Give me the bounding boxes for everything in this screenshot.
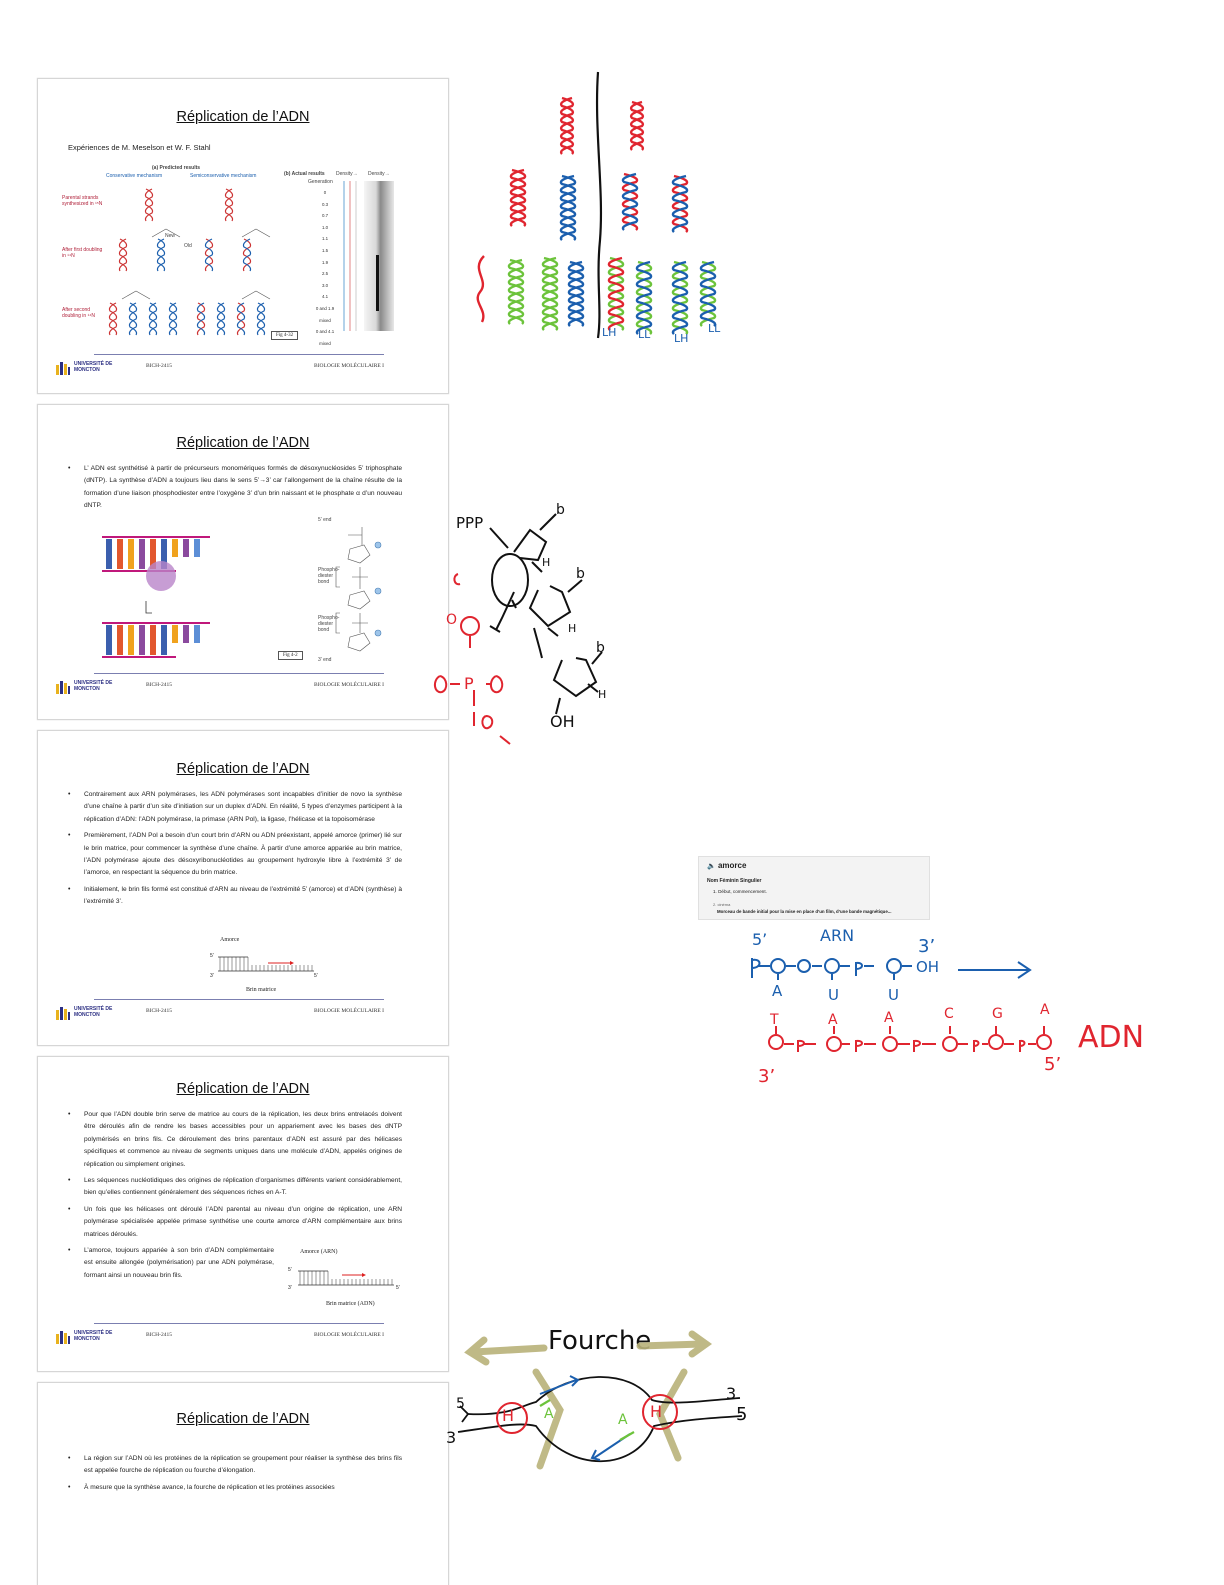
- bullet: • Pour que l’ADN double brin serve de matrice au cours de la réplication, les deux brins entrelacés doivent être déroulés afin de rendre les bases accessibles pour un appariement avec les bases des dNTP polymérisés en brins fils. Ce déroulement des brins parentaux d’ADN est assuré par des hélicases spécifiques et commence au niveau de segments uniques dans une molécule d’ADN, appelés origines de réplication ou simplement origines.: [68, 1109, 402, 1171]
- dictionary-word: 🔈 amorce: [707, 861, 747, 870]
- dictionary-def-2-tag: 2. cinéma: [713, 902, 731, 907]
- university-logo: [56, 1006, 116, 1020]
- slide-footer: [56, 1323, 430, 1343]
- university-name: UNIVERSITÉ DE MONCTON: [74, 361, 113, 373]
- generation-value: 0: [323, 190, 327, 195]
- rna-3-end: 3’: [918, 936, 936, 957]
- generation-value: 1.1: [321, 236, 329, 242]
- slide-2: [37, 404, 449, 720]
- slide-1: [37, 78, 449, 394]
- base-b-1: b: [556, 502, 565, 518]
- bullet: • Initialement, le brin fils formé est constitué d’ARN au niveau de l’extrémité 5’ (amorce) et d’ADN (synthèse) à l’extrémité 3’.: [68, 884, 402, 909]
- bullet: • Les séquences nucléotidiques des origines de réplication d’organismes différents varient considérablement, bien qu’elles contiennent généralement des séquences riches en A-T.: [68, 1175, 402, 1200]
- dictionary-grammar: Nom Féminin Singulier: [707, 878, 762, 884]
- bullet-list: [68, 1453, 402, 1498]
- p-atom: P: [464, 674, 474, 693]
- course-code: BICH-2415: [146, 1008, 172, 1014]
- three-prime: 3’: [288, 1285, 292, 1291]
- generation-value: 1.5: [321, 247, 329, 253]
- generation-value: 3.0: [321, 282, 329, 288]
- five-prime-end: 5’: [314, 973, 318, 979]
- course-name: BIOLOGIE MOLÉCULAIRE I: [314, 1332, 384, 1338]
- mixed-label-2: LL: [638, 328, 651, 341]
- h-3: H: [598, 688, 607, 701]
- dna-base-3: A: [884, 1010, 894, 1026]
- bullet-list: [68, 463, 402, 517]
- bullet-list: [68, 789, 402, 913]
- dna-base-6: A: [1040, 1002, 1050, 1018]
- rna-base-3: U: [888, 986, 899, 1004]
- fourche-label: Fourche: [548, 1326, 652, 1356]
- slide-title: Réplication de l’ADN: [176, 1411, 310, 1427]
- o-atom: O: [446, 612, 458, 628]
- row3-label: After second doubling in ¹⁴N: [62, 307, 96, 319]
- generation-label: Generation: [308, 179, 333, 185]
- meselson-figure: [60, 165, 400, 345]
- brin-label: Brin matrice: [246, 987, 277, 993]
- fork-3-left: 3: [446, 1428, 457, 1447]
- adn-label: ADN: [1078, 1020, 1145, 1055]
- row2-label: After first doubling in ¹⁴N: [62, 247, 103, 259]
- rna-5-end: 5’: [752, 930, 768, 949]
- five-prime: 5’: [288, 1267, 292, 1273]
- fork-5-left: 5: [456, 1396, 465, 1412]
- generation-value: 4.1: [321, 294, 329, 300]
- rna-base-2: U: [828, 986, 839, 1004]
- bullet: • Un fois que les hélicases ont déroulé l’ADN parental au niveau d’un origine de réplication, une ARN polymérase spécialisée appelée primase synthétise une courte amorce d’ARN complémentaire aux brins matrices déroulés.: [68, 1204, 402, 1241]
- conservative-label: Conservative mechanism: [106, 173, 163, 179]
- bullet: • Premièrement, l’ADN Pol a besoin d’un court brin d’ARN ou ADN préexistant, appelé amorce (primer) lié sur le brin matrice, pour commencer la synthèse d’une chaîne. À partir d’une amorce appariée au brin matrice, l’ADN polymérase ajoute des désoxyribonucléotides au groupement hydroxyle libre à l’extrémité 3’ de l’amorce, en respectant la séquence du brin matrice.: [68, 830, 402, 880]
- slide-4: [37, 1056, 449, 1372]
- dna-polymerase-figure: [98, 533, 218, 663]
- handwritten-helices: [470, 70, 730, 350]
- row1-label: Parental strands synthesized in ¹⁵N: [62, 195, 103, 207]
- bullet: • À mesure que la synthèse avance, la fourche de réplication et les protéines associées: [68, 1482, 402, 1494]
- oh-rna: OH: [916, 958, 940, 976]
- density-label-2: Density→: [368, 171, 390, 177]
- slide-footer: [56, 999, 430, 1019]
- university-name: UNIVERSITÉ DE MONCTON: [74, 680, 113, 692]
- dna-3-end: 3’: [758, 1066, 776, 1087]
- bullet: • L’ ADN est synthétisé à partir de précurseurs monomériques formés de désoxynucléosides 5’ triphosphate (dNTP). La synthèse d’ADN a toujours lieu dans le sens 5’→3’ car l’allongement de la chaîne résulte de la formation d’une liaison phosphodiester entre l’oxygène 3’ d’un brin naissant et le phosphate α d’un nouveau dNTP.: [68, 463, 402, 513]
- generation-value: 1.9: [321, 259, 329, 265]
- dna-base-5: G: [992, 1006, 1003, 1022]
- figure-label: Fig 4-2: [278, 651, 303, 660]
- course-code: BICH-2415: [146, 682, 172, 688]
- figure-label: Fig 4-32: [271, 331, 298, 340]
- university-name: UNIVERSITÉ DE MONCTON: [74, 1006, 113, 1018]
- actual-title: (b) Actual results: [284, 171, 325, 177]
- five-prime: 5’: [210, 953, 214, 959]
- base-b-2: b: [576, 566, 585, 582]
- fork-a-1: A: [544, 1406, 554, 1422]
- bond-label-1: Phospho-diester bond: [318, 567, 340, 585]
- bullet: • Contrairement aux ARN polymérases, les ADN polymérases sont incapables d’initier de novo la synthèse d’une chaîne à partir d’un site d’initiation sur un duplex d’ADN. En réalité, 5 types d’enzymes participent à la réplication d’ADN: l’ADN polymérase, la primase (ARN Pol), la ligase, l’hélicase et la topoisomérase: [68, 789, 402, 826]
- course-code: BICH-2415: [146, 363, 172, 369]
- handwritten-nucleotides: [430, 500, 630, 760]
- university-name: UNIVERSITÉ DE MONCTON: [74, 1330, 113, 1342]
- generation-value: 0 and 4.1 mixed: [315, 329, 335, 346]
- bond-label-2: Phospho-diester bond: [318, 615, 340, 633]
- three-end-label: 3’ end: [318, 657, 332, 663]
- dna-5-end: 5’: [1044, 1054, 1062, 1075]
- generation-value: 0 and 1.9 mixed: [315, 305, 335, 323]
- chemical-structure-figure: [318, 515, 398, 665]
- five-end-label: 5’ end: [318, 517, 332, 523]
- three-prime: 3’: [210, 973, 214, 979]
- generation-value: 0.3: [321, 201, 329, 207]
- amorce-label: Amorce (ARN): [300, 1249, 338, 1255]
- density-label-1: Density→: [336, 171, 358, 177]
- replication-fork-sketch: [440, 1330, 760, 1480]
- slide-footer: [56, 673, 430, 693]
- slide-title: Réplication de l’ADN: [176, 109, 310, 125]
- course-code: BICH-2415: [146, 1332, 172, 1338]
- course-name: BIOLOGIE MOLÉCULAIRE I: [314, 1008, 384, 1014]
- mixed-label-3: LH: [674, 332, 689, 345]
- fork-3-right: 3: [726, 1384, 737, 1403]
- mixed-label-4: LL: [708, 322, 721, 335]
- amorce-label: Amorce: [220, 937, 240, 943]
- brin-label: Brin matrice (ADN): [326, 1301, 375, 1307]
- slide-5: [37, 1382, 449, 1585]
- dictionary-def-1: 1. Début, commencement.: [713, 889, 767, 894]
- predicted-title: (a) Predicted results: [152, 165, 201, 171]
- dna-base-2: A: [828, 1012, 838, 1028]
- dna-base-1: T: [770, 1012, 779, 1028]
- generation-value: 0.7: [321, 213, 329, 219]
- slide-title: Réplication de l’ADN: [176, 435, 310, 451]
- university-logo: [56, 361, 116, 375]
- density-band: [376, 255, 379, 311]
- ppp-label: PPP: [456, 514, 484, 532]
- course-name: BIOLOGIE MOLÉCULAIRE I: [314, 363, 384, 369]
- dictionary-popup: [698, 856, 930, 920]
- arn-label: ARN: [820, 926, 855, 945]
- dictionary-def-2: Morceau de bande initial pour la mise en place d’un film, d’une bande magnétique...: [717, 909, 892, 914]
- oh-label: OH: [550, 712, 575, 731]
- dna-base-4: C: [944, 1006, 954, 1022]
- density-gel: [364, 181, 394, 331]
- mixed-label-1: LH: [602, 326, 617, 339]
- dna-chain: [764, 1026, 1074, 1066]
- fork-h-2: H: [650, 1402, 663, 1421]
- university-logo: [56, 680, 116, 694]
- primer-diagram: [288, 1249, 408, 1309]
- slide-subtitle: Expériences de M. Meselson et W. F. Stahl: [68, 143, 211, 152]
- rna-base-1: A: [772, 982, 783, 1000]
- density-traces: [336, 181, 366, 331]
- slide-footer: [56, 354, 430, 374]
- base-b-3: b: [596, 640, 605, 656]
- fork-h-1: H: [502, 1406, 515, 1425]
- generation-value: 1.0: [321, 224, 329, 230]
- speaker-icon[interactable]: 🔈: [707, 863, 716, 870]
- slide-title: Réplication de l’ADN: [176, 1081, 310, 1097]
- five-prime-end: 5’: [396, 1285, 400, 1291]
- semiconservative-label: Semiconservative mechanism: [190, 173, 257, 179]
- fork-a-2: A: [618, 1412, 628, 1428]
- bullet: • La région sur l’ADN où les protéines de la réplication se groupement pour réaliser la synthèse des brins fils est appelée fourche de réplication ou fourche d’élongation.: [68, 1453, 402, 1478]
- slide-3: [37, 730, 449, 1046]
- slide-title: Réplication de l’ADN: [176, 761, 310, 777]
- primer-diagram: [210, 937, 330, 993]
- fork-5-right: 5: [736, 1404, 748, 1425]
- bullet: • L’amorce, toujours appariée à son brin d’ADN complémentaire est ensuite allongée (polymérisation) par une ADN polymérase, formant ainsi un nouveau brin fils.: [68, 1245, 274, 1282]
- new-label: New: [165, 233, 176, 239]
- h-1: H: [542, 556, 551, 569]
- course-name: BIOLOGIE MOLÉCULAIRE I: [314, 682, 384, 688]
- h-2: H: [568, 622, 577, 635]
- generation-value: 2.5: [321, 271, 329, 277]
- university-logo: [56, 1330, 116, 1344]
- old-label: Old: [184, 243, 192, 249]
